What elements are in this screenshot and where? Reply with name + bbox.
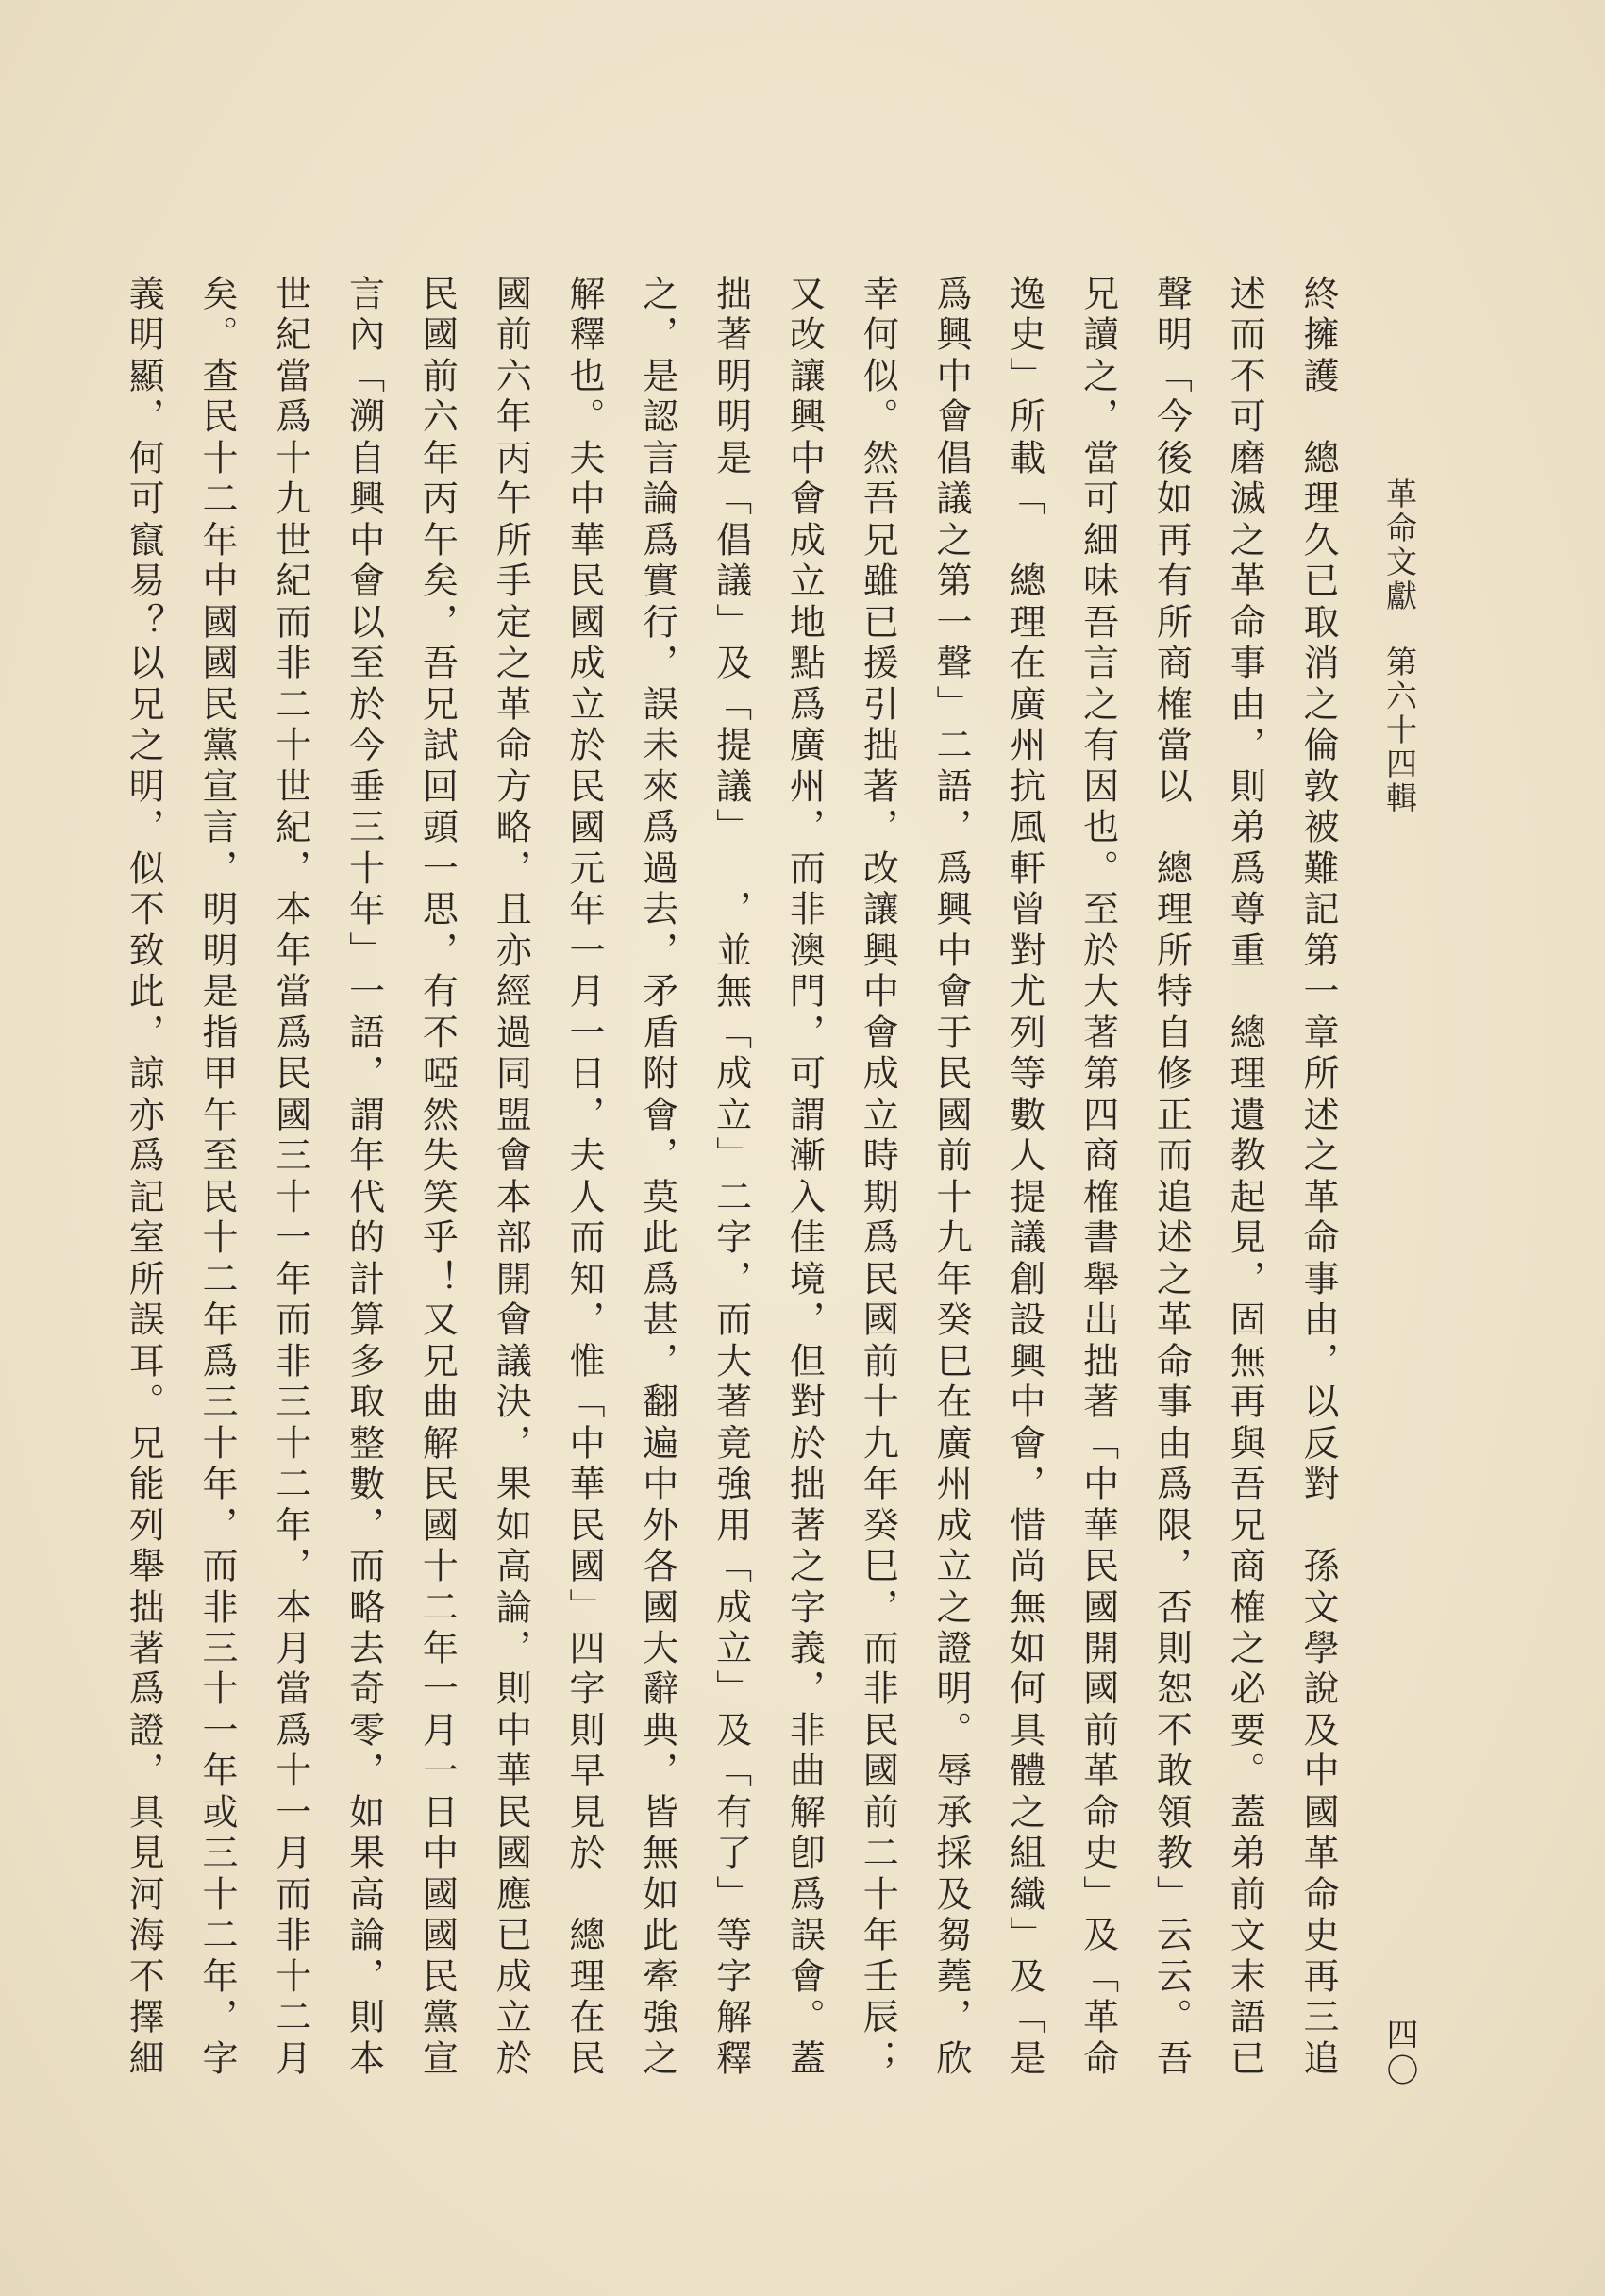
text-column-2: 述 而 不 可 磨 滅 之 革 命 事 由 ， 則 弟 爲 尊 重 總 理 遺 教 起 見 ， 固 無 再 與 吾 兄 商 榷 之 必 要 。 蓋 弟 前 文 末 語 已 [1224, 275, 1266, 2075]
text-column-10: 之 ， 是 認 言 論 爲 實 行 ， 誤 未 來 爲 過 去 ， 矛 盾 附 會 ， 莫 此 爲 甚 ， 翻 遍 中 外 各 國 大 辭 典 ， 皆 無 如 此 牽 強 之 [636, 275, 678, 2075]
text-column-15: 世 紀 當 爲 十 九 世 紀 而 非 二 十 世 紀 ， 本 年 當 爲 民 國 三 十 一 年 而 非 三 十 二 年 ， 本 月 當 爲 十 一 月 而 非 十 二 月 [269, 275, 311, 2075]
text-column-9: 拙 著 明 明 是 「 倡 議 」 及 「 提 議 」 ， 並 無 「 成 立 」 二 字 ， 而 大 著 竟 強 用 「 成 立 」 及 「 有 了 」 等 字 解 釋 [710, 275, 752, 2075]
text-column-4: 兄 讀 之 ， 當 可 細 味 吾 言 之 有 因 也 。 至 於 大 著 第 四 商 榷 書 舉 出 拙 著 「 中 華 民 國 開 國 前 革 命 史 」 及 「 革 命 [1077, 275, 1119, 2075]
text-column-16: 矣 。 查 民 十 二 年 中 國 國 民 黨 宣 言 ， 明 明 是 指 甲 午 至 民 十 二 年 爲 三 十 年 ， 而 非 三 十 一 年 或 三 十 二 年 ， 字 [196, 275, 238, 2075]
text-column-1: 終 擁 護 總 理 久 已 取 消 之 倫 敦 被 難 記 第 一 章 所 述 之 革 命 事 由 ， 以 反 對 孫 文 學 說 及 中 國 革 命 史 再 三 追 [1297, 275, 1339, 2075]
text-column-8: 又 改 讓 興 中 會 成 立 地 點 爲 廣 州 ， 而 非 澳 門 ， 可 謂 漸 入 佳 境 ， 但 對 於 拙 著 之 字 義 ， 非 曲 解 卽 爲 誤 會 。 蓋 [783, 275, 826, 2075]
text-column-3: 聲 明 「 今 後 如 再 有 所 商 榷 當 以 總 理 所 特 自 修 正 而 追 述 之 革 命 事 由 爲 限 ， 否 則 恕 不 敢 領 教 」 云 云 。 吾 [1150, 275, 1193, 2075]
volume-number: 第六十四輯 [1381, 645, 1418, 815]
text-column-5: 逸 史 」 所 載 「 總 理 在 廣 州 抗 風 軒 曾 對 尤 列 等 數 人 提 議 創 設 興 中 會 ， 惜 尚 無 如 何 具 體 之 組 織 」 及 「 是 [1003, 275, 1045, 2075]
text-column-12: 國 前 六 年 丙 午 所 手 定 之 革 命 方 略 ， 且 亦 經 過 同 盟 會 本 部 開 會 議 決 ， 果 如 高 論 ， 則 中 華 民 國 應 已 成 立 於 [490, 275, 532, 2075]
running-header [1380, 478, 1418, 815]
text-column-17: 義 明 顯 ， 何 可 竄 易 ？ 以 兄 之 明 ， 似 不 致 此 ， 諒 亦 爲 記 室 所 誤 耳 。 兄 能 列 舉 拙 著 爲 證 ， 具 見 河 海 不 擇 細 [123, 275, 165, 2075]
text-column-11: 解 釋 也 。 夫 中 華 民 國 成 立 於 民 國 元 年 一 月 一 日 ， 夫 人 而 知 ， 惟 「 中 華 民 國 」 四 字 則 早 見 於 總 理 在 民 [563, 275, 605, 2075]
text-column-6: 爲 興 中 會 倡 議 之 第 一 聲 」 二 語 ， 爲 興 中 會 于 民 國 前 十 九 年 癸 巳 在 廣 州 成 立 之 證 明 。 辱 承 採 及 芻 蕘 ， 欣 [930, 275, 972, 2075]
text-column-13: 民 國 前 六 年 丙 午 矣 ， 吾 兄 試 回 頭 一 思 ， 有 不 啞 然 失 笑 乎 ！ 又 兄 曲 解 民 國 十 二 年 一 月 一 日 中 國 國 民 黨 宣 [416, 275, 459, 2075]
publication-title: 革命文獻 [1381, 478, 1418, 613]
text-column-14: 言 內 「 溯 自 興 中 會 以 至 於 今 垂 三 十 年 」 一 語 ， 謂 年 代 的 計 算 多 取 整 數 ， 而 略 去 奇 零 ， 如 果 高 論 ， 則 本 [343, 275, 385, 2075]
text-column-7: 幸 何 似 。 然 吾 兄 雖 已 援 引 拙 著 ， 改 讓 興 中 會 成 立 時 期 爲 民 國 前 十 九 年 癸 巳 ， 而 非 民 國 前 二 十 年 壬 辰 ； [857, 275, 899, 2075]
page-number: 四〇 [1380, 2018, 1418, 2089]
